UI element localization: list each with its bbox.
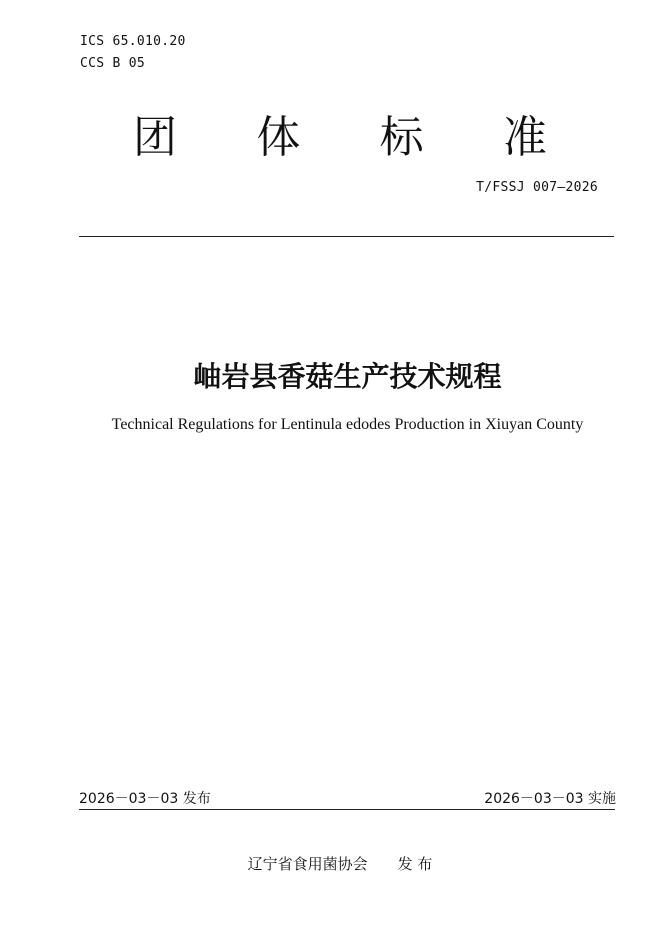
implement-date: 2026－03－03 实施 [484, 791, 616, 807]
issuer-action: 发 布 [397, 855, 433, 873]
title-english: Technical Regulations for Lentinula edodes Production in Xiuyan County [111, 416, 584, 433]
standard-type-char: 准 [502, 112, 547, 163]
standard-type-char: 团 [133, 112, 177, 163]
top-divider [79, 236, 614, 237]
bottom-divider [79, 809, 615, 810]
ics-code: ICS 65.010.20 [80, 34, 186, 49]
issuer-name: 辽宁省食用菌协会 [247, 855, 368, 873]
standard-type-heading [120, 112, 560, 164]
ccs-code: CCS B 05 [80, 56, 146, 71]
standard-type-char: 体 [256, 112, 301, 163]
title-chinese: 岫岩县香菇生产技术规程 [193, 360, 502, 393]
publish-date: 2026－03－03 发布 [79, 791, 211, 807]
document-number: T/FSSJ 007—2026 [476, 180, 598, 195]
standard-type-char: 标 [379, 112, 424, 163]
issuer-line [0, 853, 662, 874]
